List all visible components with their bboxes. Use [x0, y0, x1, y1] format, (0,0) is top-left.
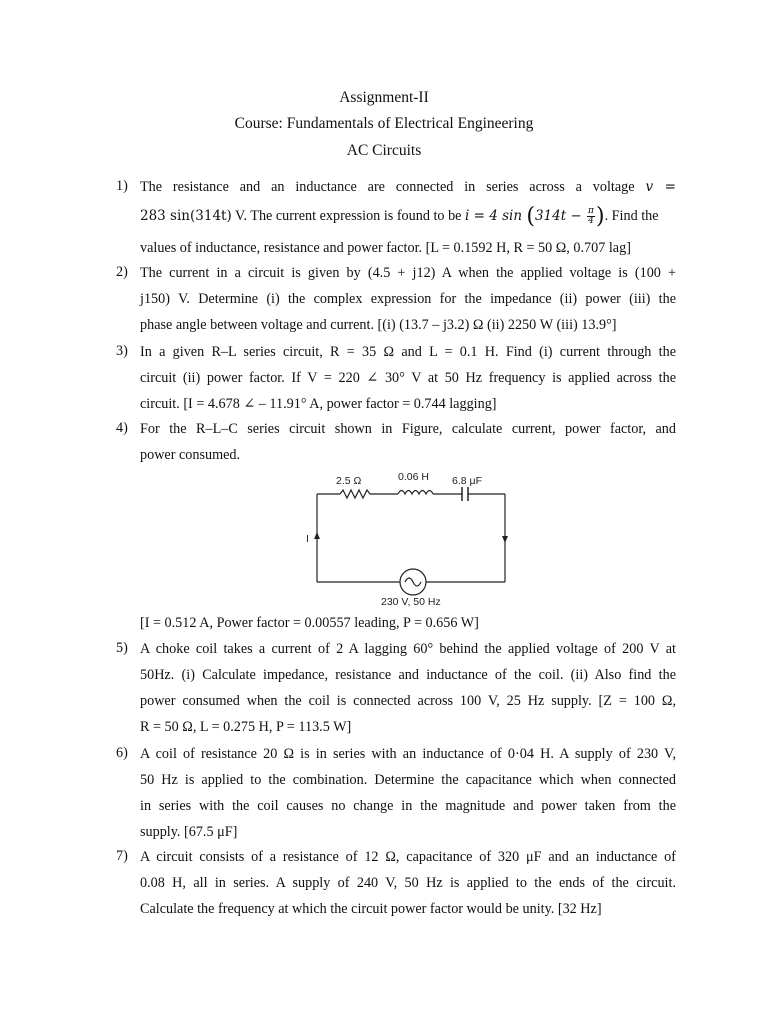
question-3-number: 3) — [116, 343, 128, 359]
question-1-number: 1) — [116, 178, 128, 194]
current-arrow-down-icon — [502, 536, 508, 543]
question-1-math-v: v = — [645, 179, 676, 195]
question-1-text-mid: V. The current expression is found to be — [231, 208, 466, 224]
question-2-number: 2) — [116, 264, 128, 280]
assignment-title: Assignment-II — [339, 89, 429, 106]
question-7-line-1: A circuit consists of a resistance of 12 Ω, capacitance of 320 μF and an inductance of — [140, 849, 676, 865]
sine-wave-icon — [405, 578, 421, 586]
question-7-line-2: 0.08 H, all in series. A supply of 240 V, 50 Hz is applied to the ends of the circuit. — [140, 875, 676, 891]
question-1-voltage-expr: 283 sin(314t) — [140, 208, 232, 224]
resistor-label: 2.5 Ω — [336, 475, 362, 487]
question-3-line-3: circuit. [I = 4.678 ∠ – 11.91° A, power factor = 0.744 lagging] — [140, 396, 497, 412]
question-1-line-1 — [140, 177, 676, 197]
question-1-text-end: . Find the — [604, 208, 659, 224]
question-7-line-3: Calculate the frequency at which the circuit power factor would be unity. [32 Hz] — [140, 901, 602, 917]
capacitor-label: 6.8 μF — [452, 475, 482, 487]
question-1-text: The resistance and an inductance are connected in series across a voltage — [140, 179, 635, 195]
topic-title: AC Circuits — [346, 142, 422, 159]
question-4-number: 4) — [116, 420, 128, 436]
source-label: 230 V, 50 Hz — [381, 596, 441, 608]
question-4-line-2: power consumed. — [140, 447, 241, 463]
question-7-number: 7) — [116, 848, 128, 864]
resistor-symbol — [340, 490, 370, 498]
question-5-line-4: R = 50 Ω, L = 0.275 H, P = 113.5 W] — [140, 719, 352, 735]
question-5-number: 5) — [116, 640, 128, 656]
question-2-line-3: phase angle between voltage and current. [(i) (13.7 – j3.2) Ω (ii) 2250 W (iii) 13.9°] — [140, 317, 617, 333]
inductor-label: 0.06 H — [398, 471, 429, 483]
question-1-current-expr: i = 4 sin — [465, 208, 523, 224]
current-arrow-up-icon — [314, 532, 320, 539]
question-1-line-3: values of inductance, resistance and power factor. [L = 0.1592 H, R = 50 Ω, 0.707 lag] — [140, 240, 631, 256]
question-2-line-1: The current in a circuit is given by (4.5 + j12) A when the applied voltage is (100 + — [140, 265, 676, 281]
question-4-answer: [I = 0.512 A, Power factor = 0.00557 leading, P = 0.656 W] — [140, 615, 479, 631]
question-2-line-2: j150) V. Determine (i) the complex expression for the impedance (ii) power (iii) the — [140, 291, 676, 307]
question-5-line-3: power consumed when the coil is connected across 100 V, 25 Hz supply. [Z = 100 Ω, — [140, 693, 676, 709]
question-1-line-2: 283 sin(314t) V. The current expression is found to be i = 4 sin (314t − $\frac{\pi}{4}$ ). Find the — [140, 204, 659, 229]
course-title: Course: Fundamentals of Electrical Engineering — [234, 115, 534, 132]
question-6-line-1: A coil of resistance 20 Ω is in series with an inductance of 0·04 H. A supply of 230 V, — [140, 746, 676, 762]
question-4-line-1: For the R–L–C series circuit shown in Figure, calculate current, power factor, and — [140, 421, 676, 437]
question-6-number: 6) — [116, 745, 128, 761]
question-5-line-1: A choke coil takes a current of 2 A lagging 60° behind the applied voltage of 200 V at — [140, 641, 676, 657]
question-5-line-2: 50Hz. (i) Calculate impedance, resistance and inductance of the coil. (ii) Also find the — [140, 667, 676, 683]
question-6-line-4: supply. [67.5 μF] — [140, 824, 238, 840]
question-6-line-3: in series with the coil causes no change in the magnitude and power taken from the — [140, 798, 676, 814]
current-label: I — [306, 533, 309, 545]
inductor-symbol — [398, 491, 433, 495]
question-6-line-2: 50 Hz is applied to the combination. Determine the capacitance which when connected — [140, 772, 676, 788]
question-3-line-1: In a given R–L series circuit, R = 35 Ω and L = 0.1 H. Find (i) current through the — [140, 344, 676, 360]
question-1-fraction: $\frac{\pi}{4}$ — [588, 206, 594, 226]
question-3-line-2: circuit (ii) power factor. If V = 220 ∠ 30° V at 50 Hz frequency is applied across the — [140, 370, 676, 386]
rlc-circuit-figure — [300, 466, 525, 610]
question-1-current-arg: 314t − — [534, 208, 582, 224]
